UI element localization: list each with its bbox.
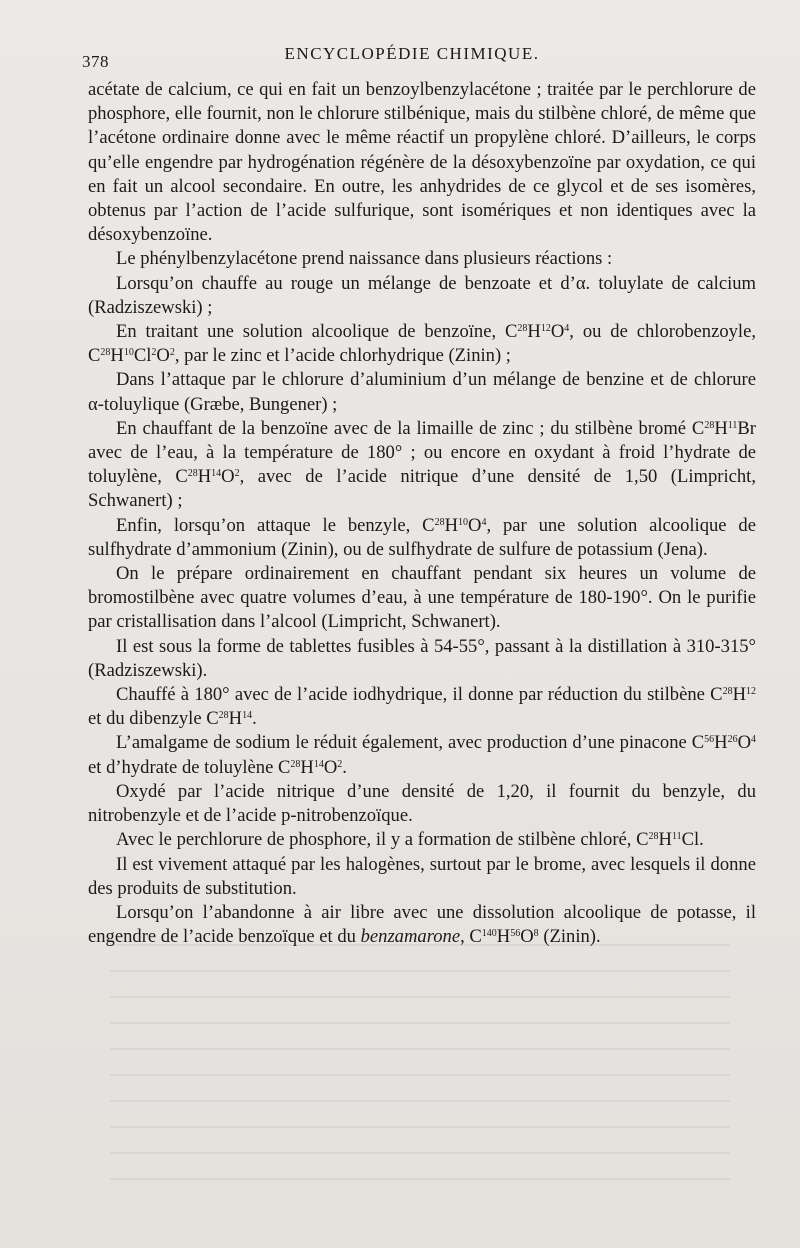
paragraph-p3: Lorsqu’on chauffe au rouge un mélange de benzoate et d’α. toluylate de calcium (Radziszewski) ; (88, 272, 756, 318)
page-header (82, 44, 742, 74)
paragraph-p8: On le prépare ordinairement en chauffant pendant six heures un volume de bromostilbène avec quatre volumes d’eau, à une température de 180-190°. On le purifie par cristallisation dans l’alcool (Limpricht, Schwanert). (88, 563, 756, 633)
body-text (88, 78, 756, 949)
paragraph-p14: Il est vivement attaqué par les halogènes, surtout par le brome, avec lesquels il donne des produits de substitution. (88, 853, 756, 899)
running-title: ENCYCLOPÉDIE CHIMIQUE. (284, 44, 540, 63)
paragraph-p7: Enfin, lorsqu’on attaque le benzyle, $C^{28}H^{10}O^4$, par une solution alcoolique de sulfhydrate d’ammonium (Zinin), ou de sulfhydrate de sulfure de potassium (Jena). (88, 514, 756, 560)
paragraph-p10: Chauffé à 180° avec de l’acide iodhydrique, il donne par réduction du stilbène $C^{28}H^{12}$ et du dibenzyle $C^{28}H^{14}$. (88, 684, 756, 730)
show-through-texture (110, 930, 730, 1180)
paragraph-p13: Avec le perchlorure de phosphore, il y a formation de stilbène chloré, $C^{28}H^{11}Cl$. (116, 829, 704, 851)
paragraph-p6: En chauffant de la benzoïne avec de la limaille de zinc ; du stilbène bromé $C^{28}H^{11}Br$ avec de l’eau, à la température de 180° ; ou encore en oxydant à froid l’hydrate de toluylène, $C^{28}H^{14}O^2$, avec de l’acide nitrique d’une densité de 1,50 (Limpricht, Schwanert) ; (88, 417, 756, 512)
paragraph-p4: En traitant une solution alcoolique de benzoïne, $C^{28}H^{12}O^4$, ou de chlorobenzoyle, $C^{28}H^{10}Cl^2O^2$, par le zinc et l’acide chlorhydrique (Zinin) ; (88, 321, 756, 367)
paragraph-p2: Le phénylbenzylacétone prend naissance dans plusieurs réactions : (116, 248, 613, 270)
paragraph-p9: Il est sous la forme de tablettes fusibles à 54-55°, passant à la distillation à 310-315° (Radziszewski). (88, 635, 756, 681)
paragraph-p1: acétate de calcium, ce qui en fait un benzoylbenzylacétone ; traitée par le perchlorure de phosphore, elle fournit, non le chlorure stilbénique, mais du stilbène chloré, de même que l’acétone ordinaire donne avec le même réactif un propylène chloré. D’ailleurs, le corps qu’elle engendre par hydrogénation régénère de la désoxybenzoïne par oxydation, ce qui en fait un alcool secondaire. En outre, les anhydrides de ce glycol et de ses isomères, obtenus par l’action de l’acide sulfurique, sont isomériques et non identiques avec la désoxybenzoïne. (88, 79, 756, 246)
paragraph-p15: Lorsqu’on l’abandonne à air libre avec une dissolution alcoolique de potasse, il engendre de l’acide benzoïque et du benzamarone, $C^{140}H^{56}O^8$ (Zinin). (88, 901, 756, 948)
paragraph-p5: Dans l’attaque par le chlorure d’aluminium d’un mélange de benzine et de chlorure α-toluylique (Græbe, Bungener) ; (88, 369, 756, 415)
paragraph-p11: L’amalgame de sodium le réduit également, avec production d’une pinacone $C^{56}H^{26}O^4$ et d’hydrate de toluylène $C^{28}H^{14}O^2$. (88, 732, 756, 778)
paragraph-p12: Oxydé par l’acide nitrique d’une densité de 1,20, il fournit du benzyle, du nitrobenzyle et de l’acide p-nitrobenzoïque. (88, 780, 756, 827)
page-number: 378 (82, 52, 109, 71)
